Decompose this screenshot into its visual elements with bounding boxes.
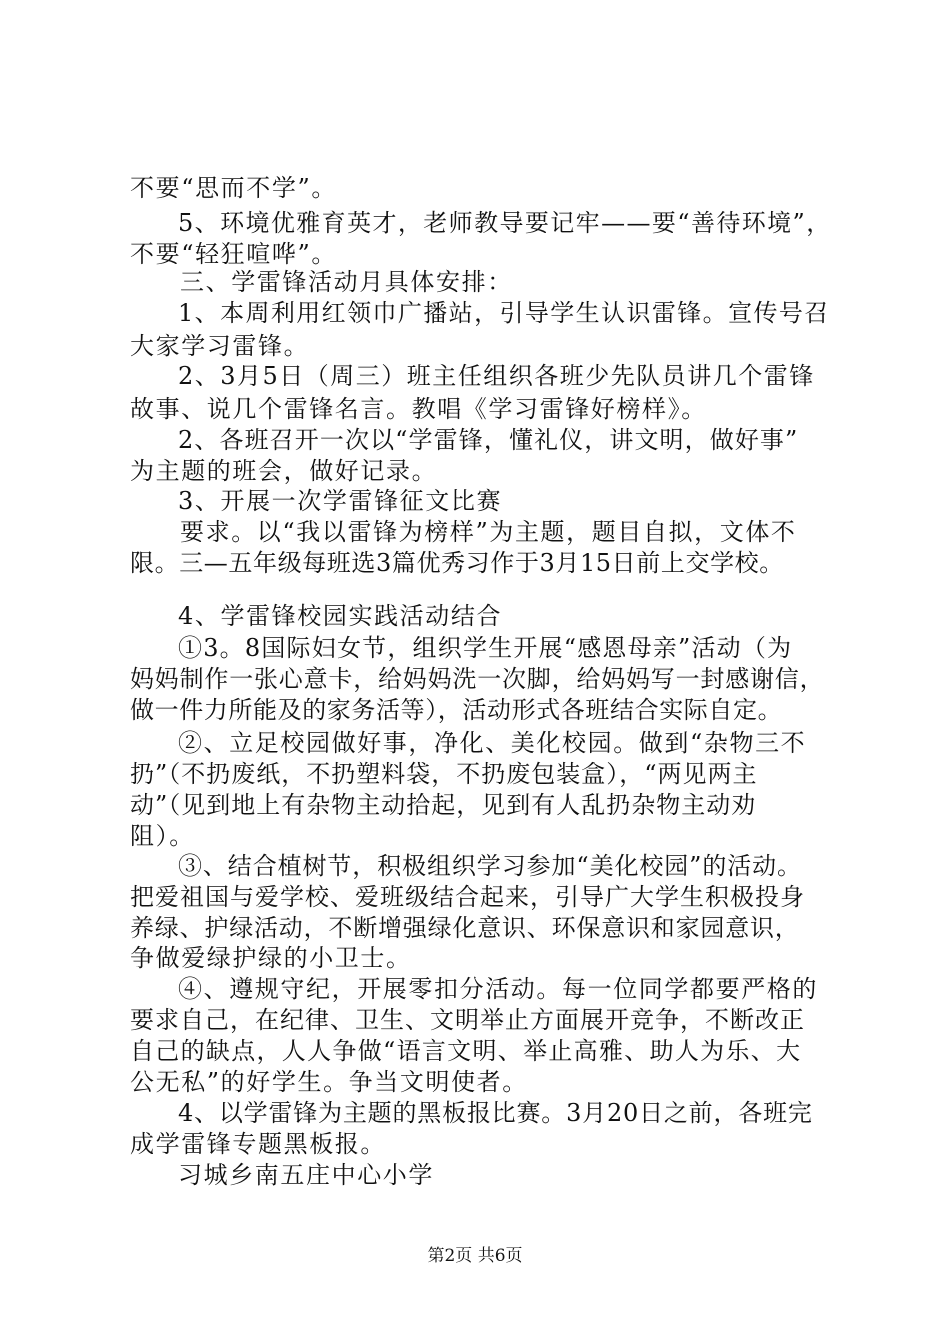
text-line: ①3。8国际妇女节，组织学生开展“感恩母亲”活动（为 <box>178 634 793 662</box>
text-line: 2、各班召开一次以“学雷锋，懂礼仪，讲文明，做好事” <box>178 426 799 454</box>
text-line: 不要“轻狂喧哗”。 <box>130 240 337 268</box>
text-line: 3、开展一次学雷锋征文比赛 <box>178 487 503 515</box>
text-line: 争做爱绿护绿的小卫士。 <box>130 944 412 972</box>
text-line: 把爱祖国与爱学校、爱班级结合起来，引导广大学生积极投身 <box>130 883 805 911</box>
text-line: 大家学习雷锋。 <box>130 332 310 360</box>
text-line: 限。三—五年级每班选3篇优秀习作于3月15日前上交学校。 <box>130 549 784 577</box>
text-line: 为主题的班会，做好记录。 <box>130 457 438 485</box>
text-line: 妈妈制作一张心意卡，给妈妈洗一次脚，给妈妈写一封感谢信， <box>130 665 825 693</box>
section-heading: 三、学雷锋活动月具体安排： <box>180 268 513 296</box>
page-footer: 第2页 共6页 <box>427 1246 523 1266</box>
text-line: 要求。以“我以雷锋为榜样”为主题，题目自拟，文体不 <box>180 518 797 546</box>
school-signature: 习城乡南五庄中心小学 <box>178 1161 434 1189</box>
text-line: 2、3月5日（周三）班主任组织各班少先队员讲几个雷锋 <box>178 362 815 390</box>
text-line: 4、学雷锋校园实践活动结合 <box>178 602 503 630</box>
text-line: 自己的缺点，人人争做“语言文明、举止高雅、助人为乐、大 <box>130 1037 802 1065</box>
text-line: 4、以学雷锋为主题的黑板报比赛。3月20日之前，各班完 <box>178 1099 813 1127</box>
text-line: 5、环境优雅育英才，老师教导要记牢——要“善待环境”， <box>178 209 832 237</box>
text-line: 动”（见到地上有杂物主动拾起，见到有人乱扔杂物主动劝 <box>130 791 757 819</box>
text-line: ③、结合植树节，积极组织学习参加“美化校园”的活动。 <box>178 852 802 880</box>
text-line: ④、遵规守纪，开展零扣分活动。每一位同学都要严格的 <box>178 975 818 1003</box>
text-line: 故事、说几个雷锋名言。教唱《学习雷锋好榜样》。 <box>130 395 707 423</box>
text-line: 公无私”的好学生。争当文明使者。 <box>130 1068 528 1096</box>
text-line: 不要“思而不学”。 <box>130 174 337 202</box>
text-line: 成学雷锋专题黑板报。 <box>130 1130 386 1158</box>
text-line: ②、立足校园做好事，净化、美化校园。做到“杂物三不 <box>178 729 807 757</box>
text-line: 阻）。 <box>130 822 195 850</box>
text-line: 扔”（不扔废纸，不扔塑料袋，不扔废包装盒），“两见两主 <box>130 760 758 788</box>
text-line: 做一件力所能及的家务活等），活动形式各班结合实际自定。 <box>130 696 783 724</box>
text-line: 养绿、护绿活动，不断增强绿化意识、环保意识和家园意识， <box>130 914 800 942</box>
text-line: 要求自己，在纪律、卫生、文明举止方面展开竞争，不断改正 <box>130 1006 805 1034</box>
text-line: 1、本周利用红领巾广播站，引导学生认识雷锋。宣传号召 <box>178 299 830 327</box>
